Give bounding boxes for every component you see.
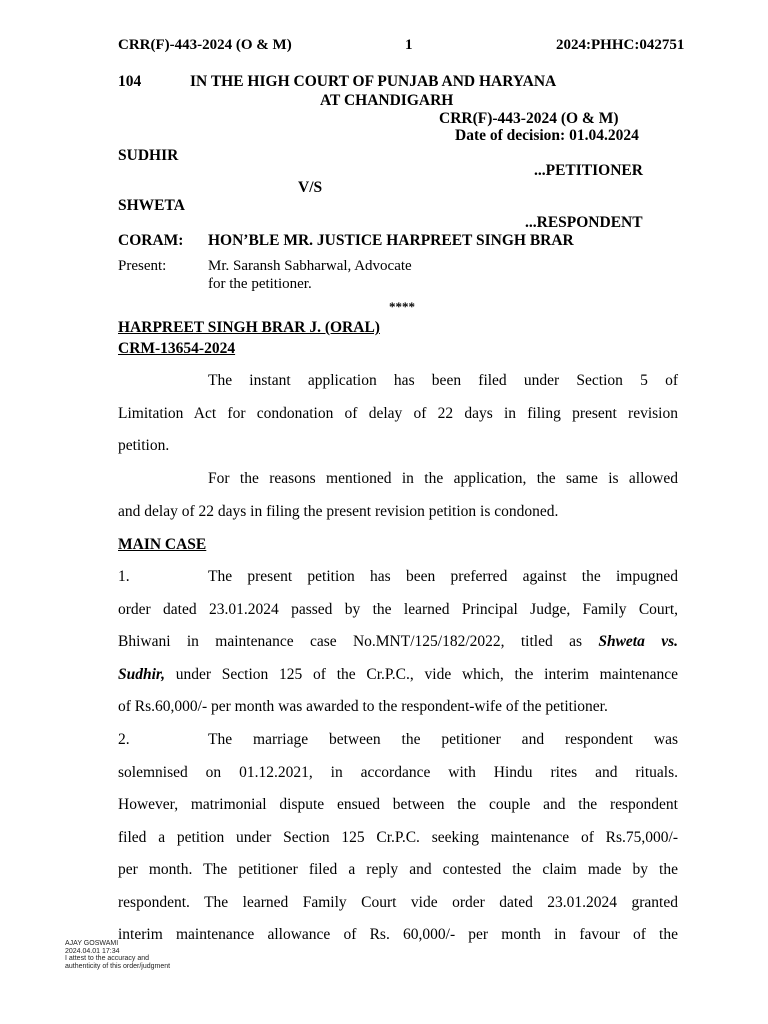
digital-signature [65,940,170,970]
main-case-heading: MAIN CASE [118,536,207,553]
case-title-shweta: Shweta vs. [598,633,678,650]
header-page-number: 1 [405,37,413,53]
signature-attestation-line2: authenticity of this order/judgment [65,962,171,970]
petitioner-role: ...PETITIONER [534,162,643,179]
para2-line3: However, matrimonial dispute ensued between the couple and the respondent [118,796,678,813]
para2-line1: The marriage between the petitioner and respondent was [208,731,678,748]
present-line1: Mr. Saransh Sabharwal, Advocate [208,258,412,274]
signer-name: AJAY GOSWAMI [65,940,119,947]
crm-paragraph-1 [118,365,678,463]
main-paragraph-1 [118,561,678,724]
para1-line2: order dated 23.01.2024 passed by the learned Principal Judge, Family Court, [118,600,678,618]
main-paragraph-2 [118,724,678,952]
serial-number: 104 [118,73,142,90]
para2-line6: respondent. The learned Family Court vide order dated 23.01.2024 granted [118,893,678,911]
case-title-sudhir: Sudhir, [118,665,165,683]
para2-line4: filed a petition under Section 125 Cr.P.C. seeking maintenance of Rs.75,000/- [118,828,678,846]
signature-attestation-line1: I attest to the accuracy and [65,955,150,962]
para1-line4b: under Section 125 of the Cr.P.C., vide which, the interim maintenance [164,665,678,683]
para2-line7: interim maintenance allowance of Rs. 60,000/- per month in favour of the [118,926,678,943]
para2-number: 2. [118,731,130,748]
para1-line1: The present petition has been preferred against the impugned [208,568,678,585]
present-line2: for the petitioner. [208,276,312,292]
para1-number: 1. [118,568,130,585]
para2-line2: solemnised on 01.12.2021, in accordance with Hindu rites and rituals. [118,763,678,781]
separator-stars: **** [389,299,415,314]
title-case-number: CRR(F)-443-2024 (O & M) [439,110,619,127]
versus-label: V/S [298,179,323,196]
crm-para1-line3: petition. [118,437,170,454]
judge-heading: HARPREET SINGH BRAR J. (ORAL) [118,319,380,336]
para2-line5: per month. The petitioner filed a reply and contested the claim made by the [118,861,678,878]
crm-paragraph-2 [118,463,678,528]
date-of-decision: Date of decision: 01.04.2024 [455,127,639,144]
court-name-line2: AT CHANDIGARH [320,92,454,109]
crm-para1-line2: Limitation Act for condonation of delay of 22 days in filing present revision [118,404,678,422]
respondent-name: SHWETA [118,197,185,214]
crm-para1-line1: The instant application has been filed under Section 5 of [208,372,678,389]
header-case-number: CRR(F)-443-2024 (O & M) [118,37,292,53]
coram-text: HON’BLE MR. JUSTICE HARPREET SINGH BRAR [208,232,574,249]
court-name-line1: IN THE HIGH COURT OF PUNJAB AND HARYANA [190,73,557,90]
coram-label: CORAM: [118,232,184,249]
crm-para2-line1: For the reasons mentioned in the application, the same is allowed [208,470,678,487]
signature-timestamp: 2024.04.01 17:34 [65,947,120,955]
crm-para2-line2: and delay of 22 days in filing the present revision petition is condoned. [118,502,559,520]
respondent-role: ...RESPONDENT [525,214,643,231]
crm-heading: CRM-13654-2024 [118,340,236,357]
para1-line5: of Rs.60,000/- per month was awarded to the respondent-wife of the petitioner. [118,698,608,715]
para1-line3a: Bhiwani in maintenance case No.MNT/125/182/2022, titled as [118,633,599,650]
header-citation: 2024:PHHC:042751 [556,37,685,53]
present-label: Present: [118,258,167,274]
petitioner-name: SUDHIR [118,147,179,164]
